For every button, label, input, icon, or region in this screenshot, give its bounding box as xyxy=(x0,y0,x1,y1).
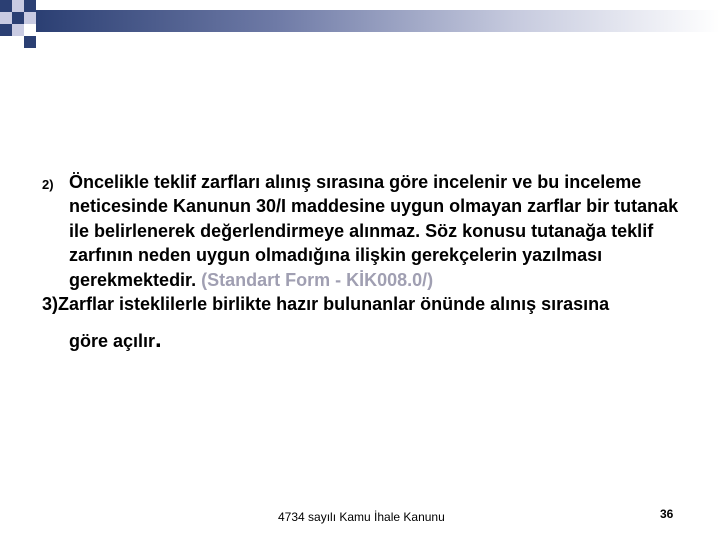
item-3-first-line: 3)Zarflar isteklilerle birlikte hazır bulunanlar önünde alınış sırasına xyxy=(42,294,610,315)
header-square xyxy=(0,0,12,12)
list-item xyxy=(42,292,692,354)
header-gradient-bar xyxy=(36,10,720,32)
header-square xyxy=(24,12,36,24)
standard-form-reference: (Standart Form - KİK008.0/) xyxy=(201,269,434,290)
footer-title: 4734 sayılı Kamu İhale Kanunu xyxy=(278,510,445,524)
item-3-second-line-wrap xyxy=(42,328,692,353)
item-2-text: Öncelikle teklif zarfları alınış sırasına göre incelenir ve bu inceleme neticesinde Kanunun 30/I maddesine uygun olmayan zarflar bir tutanak ile belirlenerek değerlendirmeye alınmaz. Söz konusu tutanağa teklif zarfının neden uygun olmadığına ilişkin gerekçelerin yazılması gerekmektedir. xyxy=(69,172,679,290)
header-square xyxy=(12,0,24,12)
header-decoration xyxy=(0,0,720,48)
header-square xyxy=(24,36,36,48)
header-square xyxy=(0,24,12,36)
item-3-end-mark: . xyxy=(155,326,162,354)
slide-content xyxy=(42,170,692,354)
list-marker: 2) xyxy=(42,177,54,192)
list-item xyxy=(42,170,692,292)
header-square xyxy=(0,12,12,24)
page-number: 36 xyxy=(660,507,674,521)
item-3-second-line: göre açılır xyxy=(69,331,156,352)
header-square xyxy=(12,12,24,24)
header-square xyxy=(12,24,24,36)
header-square xyxy=(24,0,36,12)
